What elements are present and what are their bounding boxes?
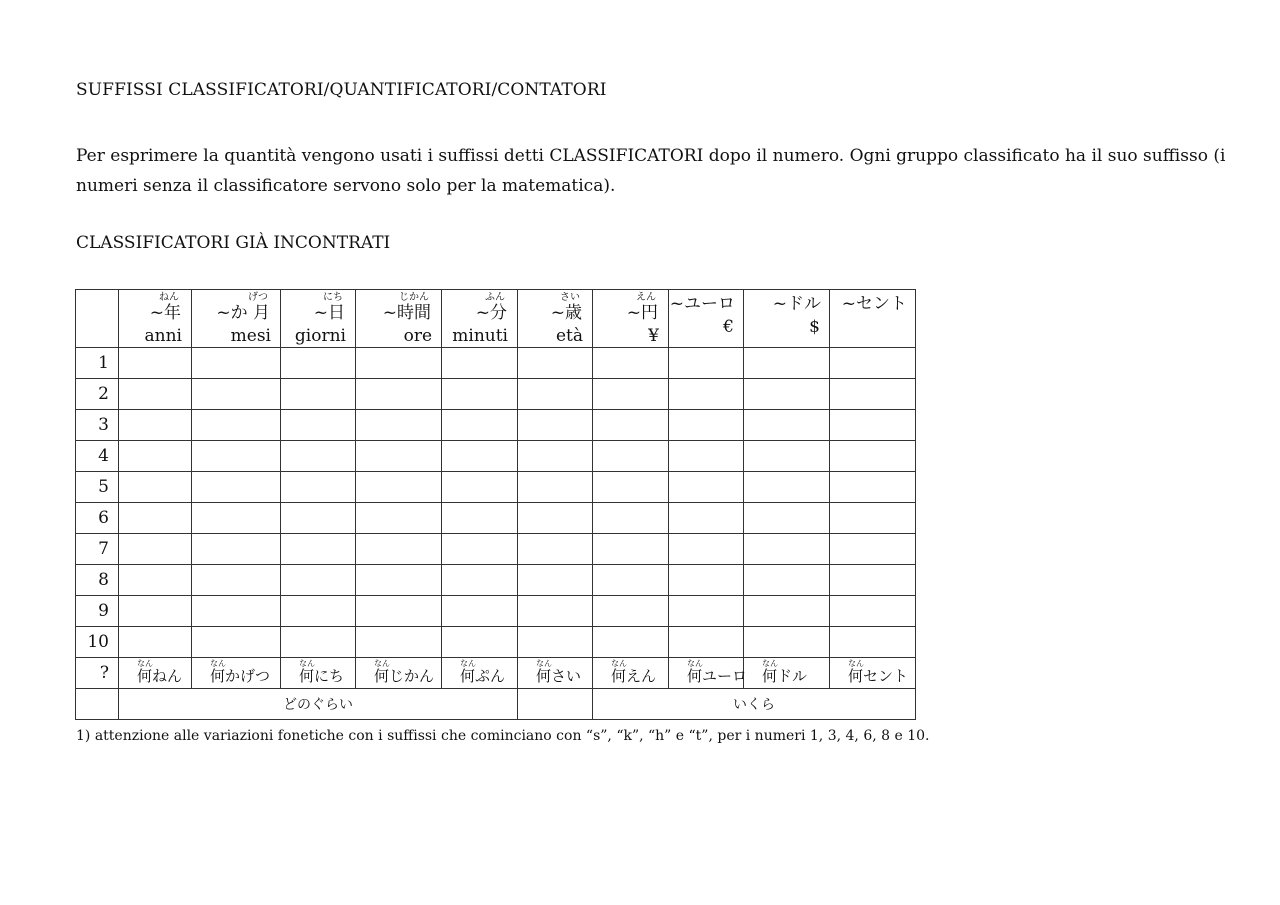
row-number: 6 [76,503,119,534]
row-number: 2 [76,379,119,410]
blank-cell[interactable] [830,565,916,596]
meaning: ore [403,326,432,346]
question-furigana: なん [460,659,476,668]
blank-cell[interactable] [356,472,442,503]
meaning: minuti [452,326,508,346]
column-header [356,290,442,348]
blank-cell[interactable] [119,472,192,503]
blank-cell[interactable] [192,472,281,503]
blank-cell[interactable] [442,534,518,565]
row-number: 10 [76,627,119,658]
row-number: 1 [76,348,119,379]
question-furigana: なん [687,659,703,668]
blank-cell[interactable] [356,348,442,379]
furigana: さい [560,292,580,303]
suffix: ~年 [149,303,181,323]
column-header [518,290,593,348]
blank-cell[interactable] [281,503,356,534]
blank-cell[interactable] [442,472,518,503]
blank-cell[interactable] [442,627,518,658]
blank-cell[interactable] [356,379,442,410]
question-cell [518,658,593,689]
blank-cell[interactable] [744,534,830,565]
meaning: età [555,326,583,346]
blank-cell[interactable] [192,503,281,534]
column-header [593,290,669,348]
blank-cell[interactable] [442,410,518,441]
blank-cell[interactable] [744,410,830,441]
blank-cell[interactable] [192,534,281,565]
table-row [76,565,916,596]
blank-cell[interactable] [744,596,830,627]
blank-cell[interactable] [593,348,669,379]
table-row [76,534,916,565]
question-mark: ? [76,658,119,689]
meaning: mesi [230,326,271,346]
blank-cell[interactable] [356,565,442,596]
blank-cell[interactable] [830,472,916,503]
blank-cell[interactable] [518,503,593,534]
blank-cell[interactable] [669,441,744,472]
question-furigana: なん [210,659,226,668]
blank-cell[interactable] [830,410,916,441]
blank-cell[interactable] [192,565,281,596]
header-row [76,290,916,348]
blank-cell[interactable] [442,596,518,627]
column-header [192,290,281,348]
blank-cell[interactable] [281,596,356,627]
blank-cell[interactable] [830,441,916,472]
furigana: ふん [485,292,505,303]
blank-cell[interactable] [442,379,518,410]
question-cell [830,658,916,689]
question-word: 何ねん [137,667,183,685]
table-row [76,472,916,503]
question-word: 何ユーロ [687,667,748,685]
blank-cell[interactable] [669,627,744,658]
blank-cell[interactable] [744,565,830,596]
blank-cell[interactable] [518,565,593,596]
question-furigana: なん [374,659,390,668]
meaning: ¥ [648,326,659,346]
blank-cell[interactable] [119,534,192,565]
question-cell [192,658,281,689]
question-word: 何にち [299,667,345,685]
blank-cell[interactable] [192,348,281,379]
blank-cell[interactable] [830,379,916,410]
furigana: にち [323,292,343,303]
table-row [76,627,916,658]
blank-cell[interactable] [192,627,281,658]
question-furigana: なん [762,659,778,668]
intro-paragraph: Per esprimere la quantità vengono usati i suffissi detti CLASSIFICATORI dopo il numero. Ogni gruppo classificato ha il suo suffisso (i numeri senza il classificatore servono solo per la matematica). [76,146,1226,196]
blank-cell[interactable] [669,534,744,565]
blank-cell[interactable] [518,534,593,565]
furigana: げつ [248,292,268,303]
blank-cell[interactable] [281,348,356,379]
blank-cell[interactable] [356,627,442,658]
footnote: 1) attenzione alle variazioni fonetiche con i suffissi che cominciano con “s”, “k”, “h” e “t”, per i numeri 1, 3, 4, 6, 8 e 10. [76,728,930,744]
blank-cell[interactable] [442,348,518,379]
blank-cell[interactable] [281,627,356,658]
question-furigana: なん [536,659,552,668]
blank-cell[interactable] [518,379,593,410]
question-word: 何ぷん [460,667,506,685]
blank-cell[interactable] [281,410,356,441]
blank-cell[interactable] [356,410,442,441]
question-cell [669,658,748,689]
suffix: ~円 [626,303,658,323]
blank-cell[interactable] [593,596,669,627]
row-number: 5 [76,472,119,503]
column-header [281,290,356,348]
blank-cell[interactable] [192,441,281,472]
blank-cell[interactable] [669,503,744,534]
blank-cell[interactable] [669,379,744,410]
blank-cell[interactable] [518,410,593,441]
question-furigana: なん [137,659,153,668]
blank-cell[interactable] [119,503,192,534]
suffix: ~日 [313,303,345,323]
suffix: ~セント [841,294,907,314]
blank-cell[interactable] [744,503,830,534]
table-row [76,410,916,441]
section-subtitle: CLASSIFICATORI GIÀ INCONTRATI [76,233,391,253]
question-word: 何ドル [762,667,808,685]
blank-cell[interactable] [119,627,192,658]
row-number: 9 [76,596,119,627]
question-cell [281,658,356,689]
blank-cell[interactable] [830,596,916,627]
suffix: ~ドル [772,294,821,314]
furigana: えん [636,292,656,303]
blank-cell[interactable] [281,472,356,503]
column-header [669,290,744,348]
blank-cell[interactable] [356,596,442,627]
how-long-label: どのぐらい [119,689,518,720]
column-header [830,290,916,348]
blank-cell[interactable] [744,472,830,503]
suffix: ~時間 [382,303,431,323]
bottom-empty [76,689,119,720]
blank-cell[interactable] [593,503,669,534]
furigana: ねん [159,292,179,303]
blank-cell[interactable] [192,379,281,410]
blank-cell[interactable] [744,441,830,472]
suffix: ~か 月 [216,303,270,323]
blank-cell[interactable] [281,534,356,565]
blank-cell[interactable] [518,627,593,658]
question-word: 何じかん [374,667,435,685]
question-cell [744,658,830,689]
blank-cell[interactable] [518,596,593,627]
blank-cell[interactable] [593,565,669,596]
blank-cell[interactable] [518,348,593,379]
blank-cell[interactable] [830,627,916,658]
question-row [76,658,916,689]
suffix: ~分 [475,303,507,323]
question-cell [593,658,669,689]
blank-cell[interactable] [593,410,669,441]
blank-cell[interactable] [593,441,669,472]
question-word: 何えん [611,667,657,685]
blank-cell[interactable] [119,379,192,410]
row-number: 3 [76,410,119,441]
bottom-blank [518,689,593,720]
question-cell [356,658,442,689]
blank-cell[interactable] [356,503,442,534]
blank-cell[interactable] [830,348,916,379]
blank-cell[interactable] [442,503,518,534]
table-row [76,348,916,379]
blank-cell[interactable] [830,503,916,534]
blank-cell[interactable] [442,441,518,472]
blank-cell[interactable] [119,441,192,472]
blank-cell[interactable] [830,534,916,565]
table-row [76,379,916,410]
blank-cell[interactable] [281,565,356,596]
page-title: SUFFISSI CLASSIFICATORI/QUANTIFICATORI/CONTATORI [76,80,607,100]
meaning: € [723,317,734,337]
blank-cell[interactable] [593,627,669,658]
column-header [442,290,518,348]
blank-cell[interactable] [119,410,192,441]
row-number: 8 [76,565,119,596]
suffix: ~歳 [550,303,582,323]
classifier-table [75,289,916,720]
blank-cell[interactable] [669,410,744,441]
table-row [76,503,916,534]
blank-cell[interactable] [518,472,593,503]
blank-cell[interactable] [744,627,830,658]
blank-cell[interactable] [281,441,356,472]
blank-cell[interactable] [119,596,192,627]
blank-cell[interactable] [356,441,442,472]
blank-cell[interactable] [593,472,669,503]
blank-cell[interactable] [192,596,281,627]
question-word: 何かげつ [210,667,271,685]
meaning: giorni [294,326,346,346]
question-cell [442,658,518,689]
question-furigana: なん [848,659,864,668]
question-furigana: なん [611,659,627,668]
table-row [76,596,916,627]
blank-cell[interactable] [744,379,830,410]
blank-cell[interactable] [192,410,281,441]
blank-cell[interactable] [119,565,192,596]
blank-cell[interactable] [593,379,669,410]
how-much-label: いくら [593,689,916,720]
blank-cell[interactable] [669,348,744,379]
column-header [119,290,192,348]
row-number: 4 [76,441,119,472]
blank-cell[interactable] [593,534,669,565]
question-cell [119,658,192,689]
blank-cell[interactable] [669,596,744,627]
blank-cell[interactable] [442,565,518,596]
blank-cell[interactable] [119,348,192,379]
meaning: $ [809,317,820,337]
blank-cell[interactable] [669,472,744,503]
table-row [76,441,916,472]
meaning: anni [144,326,182,346]
corner-cell [76,290,119,348]
question-furigana: なん [299,659,315,668]
blank-cell[interactable] [356,534,442,565]
blank-cell[interactable] [669,565,744,596]
column-header [744,290,830,348]
question-word: 何さい [536,667,582,685]
bottom-row [76,689,916,720]
row-number: 7 [76,534,119,565]
question-word: 何セント [848,667,909,685]
blank-cell[interactable] [744,348,830,379]
suffix: ~ユーロ [669,294,735,314]
furigana: じかん [399,292,429,303]
blank-cell[interactable] [518,441,593,472]
blank-cell[interactable] [281,379,356,410]
